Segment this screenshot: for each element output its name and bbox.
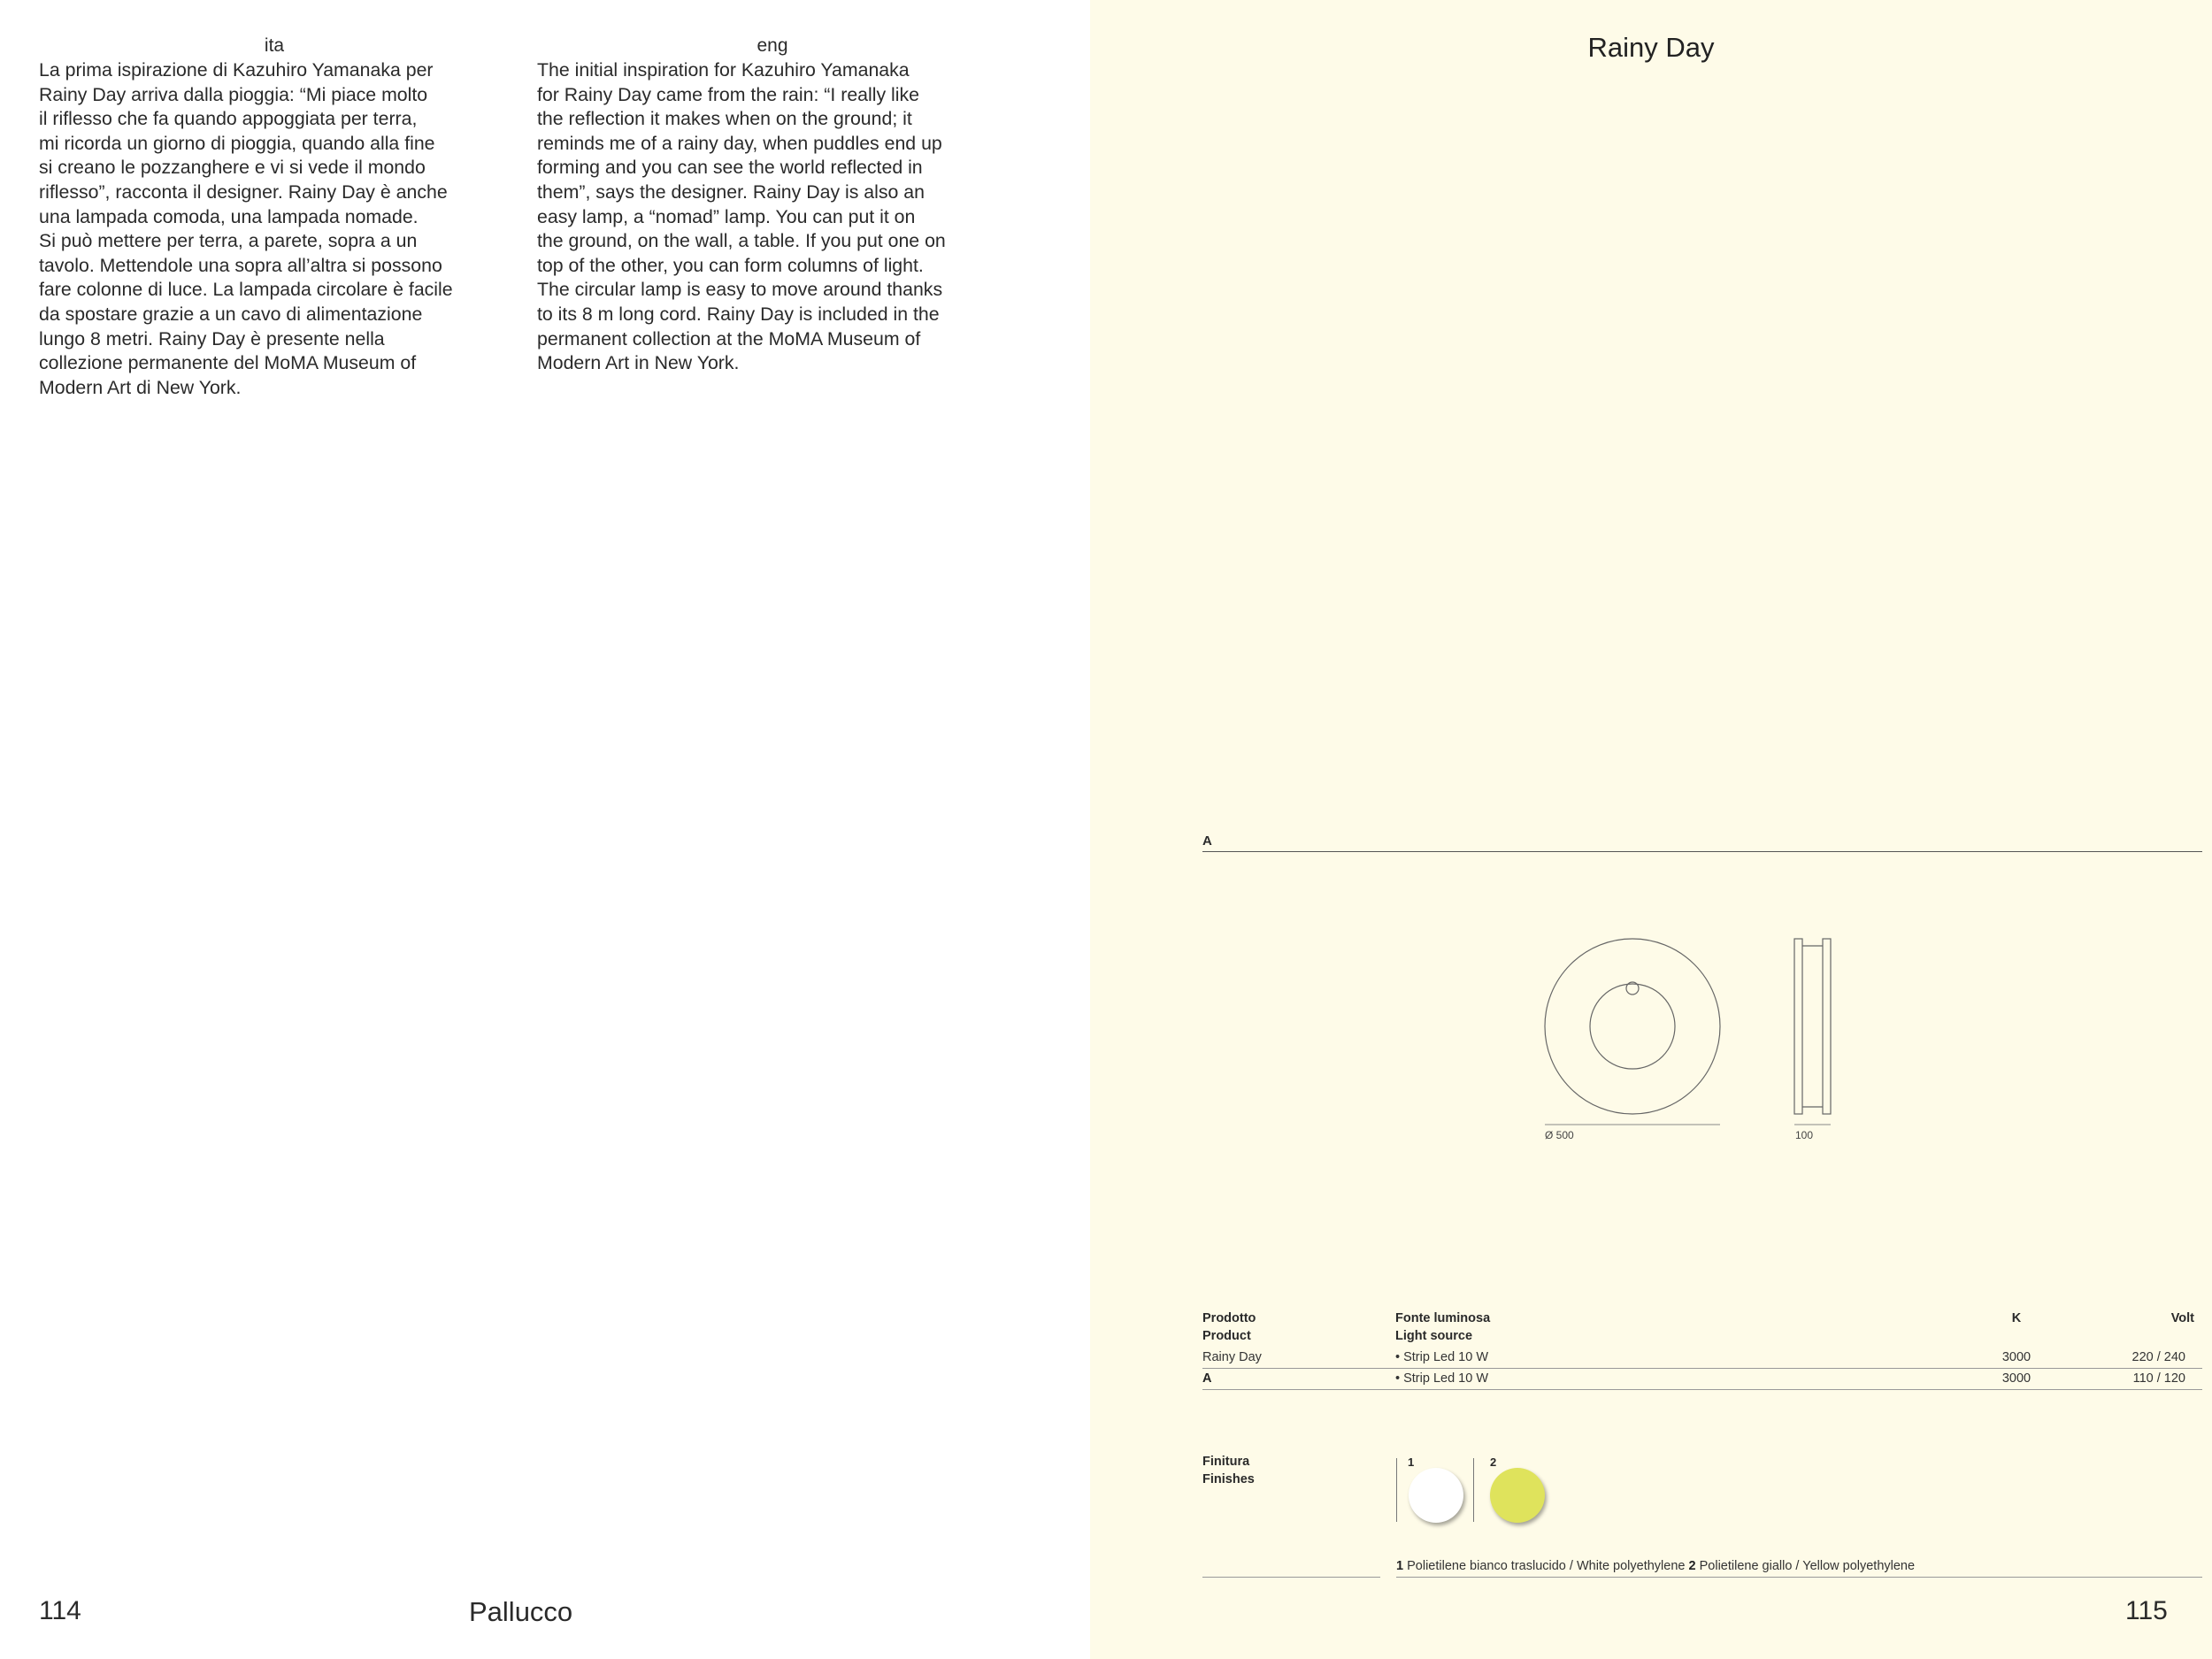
table-row-1-product: Rainy Day — [1202, 1350, 1262, 1364]
table-row-1-k: 3000 — [2001, 1350, 2032, 1364]
caption-rule-left — [1202, 1577, 1380, 1578]
table-row-1-light-source: • Strip Led 10 W — [1395, 1350, 1489, 1364]
finish-1-number: 1 — [1408, 1455, 1415, 1469]
section-label: A — [1202, 833, 1212, 849]
ita-label: ita — [264, 35, 285, 56]
ita-body-text: La prima ispirazione di Kazuhiro Yamanaka per Rainy Day arriva dalla pioggia: “Mi piace molto il riflesso che fa quando appoggiata per terra, mi ricorda un giorno di pioggia, quando alla fine si creano le pozzanghere e vi si vede il mondo riflesso”, racconta il designer. Rainy Day è anche una lampada comoda, una lampada nomade. Si può mettere per terra, a parete, sopra a un tavolo. Mettendole una sopra all’altra si possono fare colonne di luce. La lampada circolare è facile da spostare grazie a un cavo di alimentazione lungo 8 metri. Rainy Day è presente nella collezione permanente del MoMA Museum of Modern Art di New York. — [39, 59, 453, 398]
finish-1-divider — [1396, 1458, 1397, 1522]
side-view-right-edge — [1823, 939, 1831, 1114]
side-view-left-edge — [1794, 939, 1802, 1114]
table-row-divider — [1202, 1368, 2202, 1369]
table-header-light-source: Fonte luminosa Light source — [1395, 1311, 1491, 1343]
finish-2-divider — [1473, 1458, 1474, 1522]
table-bottom-rule — [1202, 1389, 2202, 1390]
caption-rule-right — [1396, 1577, 2202, 1578]
table-row-2-k: 3000 — [2001, 1371, 2032, 1386]
finishes-caption: 1 Polietilene bianco traslucido / White polyethylene 2 Polietilene giallo / Yellow polyethylene — [1396, 1559, 1916, 1573]
brand-name: Pallucco — [469, 1596, 573, 1627]
finishes-label: Finitura Finishes — [1202, 1455, 1255, 1486]
eng-label: eng — [757, 35, 788, 56]
finish-2-swatch[interactable] — [1490, 1468, 1545, 1523]
table-header-volt: Volt — [2170, 1311, 2194, 1325]
table-header-k: K — [2011, 1311, 2022, 1325]
depth-dimension: 100 — [1795, 1129, 1814, 1141]
table-row-1-volt: 220 / 240 — [2131, 1350, 2185, 1364]
table-row-2-volt: 110 / 120 — [2132, 1371, 2185, 1386]
page-number-right: 115 — [2125, 1596, 2168, 1625]
outer-ring-outline — [1545, 939, 1720, 1114]
right-page — [1090, 0, 2212, 1659]
inner-ring-outline — [1590, 984, 1675, 1069]
finish-2-number: 2 — [1490, 1455, 1497, 1469]
product-title: Rainy Day — [1587, 32, 1715, 63]
eng-body-text: The initial inspiration for Kazuhiro Yamanaka for Rainy Day came from the rain: “I really like the reflection it makes when on the ground; it reminds me of a rainy day, when puddles end up forming and you can see the world reflected in them”, says the designer. Rainy Day is also an easy lamp, a “nomad” lamp. You can put it on the ground, on the wall, a table. If you put one on top of the other, you can form columns of light. The circular lamp is easy to move around thanks to its 8 m long cord. Rainy Day is included in the permanent collection at the MoMA Museum of Modern Art in New York. — [537, 59, 946, 374]
page-number-left: 114 — [39, 1596, 81, 1625]
technical-drawing — [1090, 0, 2212, 1659]
left-page — [0, 0, 1090, 1659]
table-row-2-product: A — [1202, 1371, 1212, 1386]
table-row-2-light-source: • Strip Led 10 W — [1395, 1371, 1489, 1386]
finish-1-swatch[interactable] — [1409, 1468, 1463, 1523]
table-header-product: Prodotto Product — [1202, 1311, 1256, 1343]
diameter-dimension: Ø 500 — [1545, 1129, 1574, 1141]
